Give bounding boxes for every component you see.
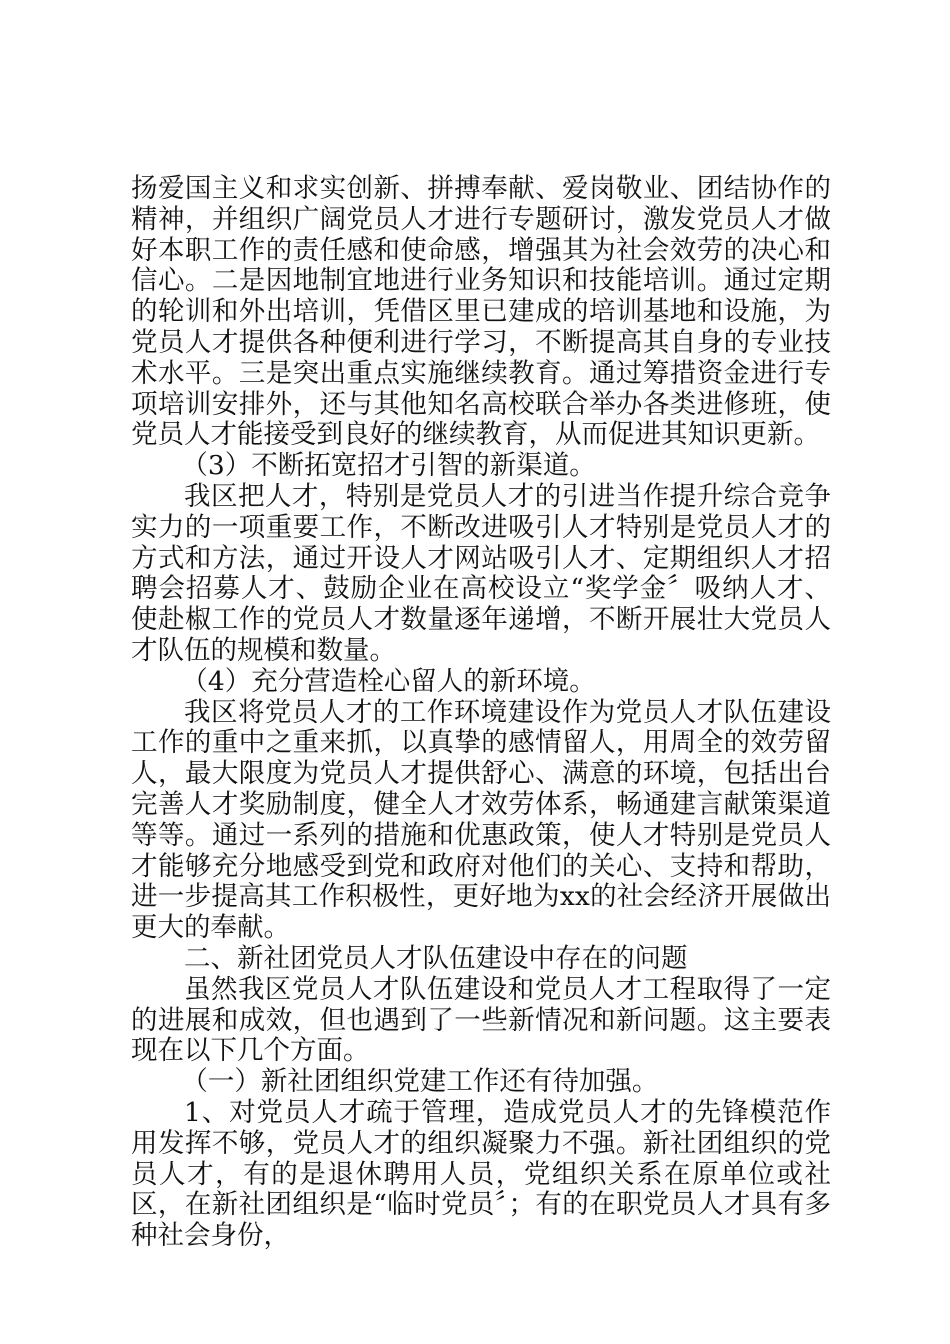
body-paragraph-continued: 扬爱国主义和求实创新、拼搏奉献、爱岗敬业、团结协作的精神，并组织广阔党员人才进行专题研讨，激发党员人才做好本职工作的责任感和使命感，增强其为社会效劳的决心和信心。二是因地制宜地进行业务知识和技能培训。通过定期的轮训和外出培训，凭借区里已建成的培训基地和设施，为党员人才提供各种便利进行学习，不断提高其自身的专业技术水平。三是突出重点实施继续教育。通过筹措资金进行专项培训安排外，还与其他知名高校联合举办各类进修班，使党员人才能接受到良好的继续教育，从而促进其知识更新。 [131,173,831,451]
body-paragraph: 虽然我区党员人才队伍建设和党员人才工程取得了一定的进展和成效，但也遇到了一些新情况和新问题。这主要表现在以下几个方面。 [131,973,831,1067]
subheading-4: （4）充分营造栓心留人的新环境。 [181,665,596,697]
body-paragraph: 1、对党员人才疏于管理，造成党员人才的先锋模范作用发挥不够，党员人才的组织凝聚力不强。新社团组织的党员人才，有的是退休聘用人员，党组织关系在原单位或社区，在新社团组织是“临时党员〞；有的在职党员人才具有多种社会身份， [131,1096,831,1252]
subheading-1: （一）新社团组织党建工作还有待加强。 [181,1066,659,1098]
section-heading: 二、新社团党员人才队伍建设中存在的问题 [184,942,688,974]
subheading-3: （3）不断拓宽招才引智的新渠道。 [181,450,596,482]
body-paragraph: 我区将党员人才的工作环境建设作为党员人才队伍建设工作的重中之重来抓，以真挚的感情留人，用周全的效劳留人，最大限度为党员人才提供舒心、满意的环境，包括出台完善人才奖励制度，健全人才效劳体系，畅通建言献策渠道等等。通过一系列的措施和优惠政策，使人才特别是党员人才能够充分地感受到党和政府对他们的关心、支持和帮助，进一步提高其工作积极性，更好地为xx的社会经济开展做出更大的奉献。 [131,696,831,944]
body-paragraph: 我区把人才，特别是党员人才的引进当作提升综合竞争实力的一项重要工作，不断改进吸引人才特别是党员人才的方式和方法，通过开设人才网站吸引人才、定期组织人才招聘会招募人才、鼓励企业在高校设立“奖学金〞吸纳人才、使赴椒工作的党员人才数量逐年递增，不断开展壮大党员人才队伍的规模和数量。 [131,480,831,666]
document-page [131,174,831,1252]
